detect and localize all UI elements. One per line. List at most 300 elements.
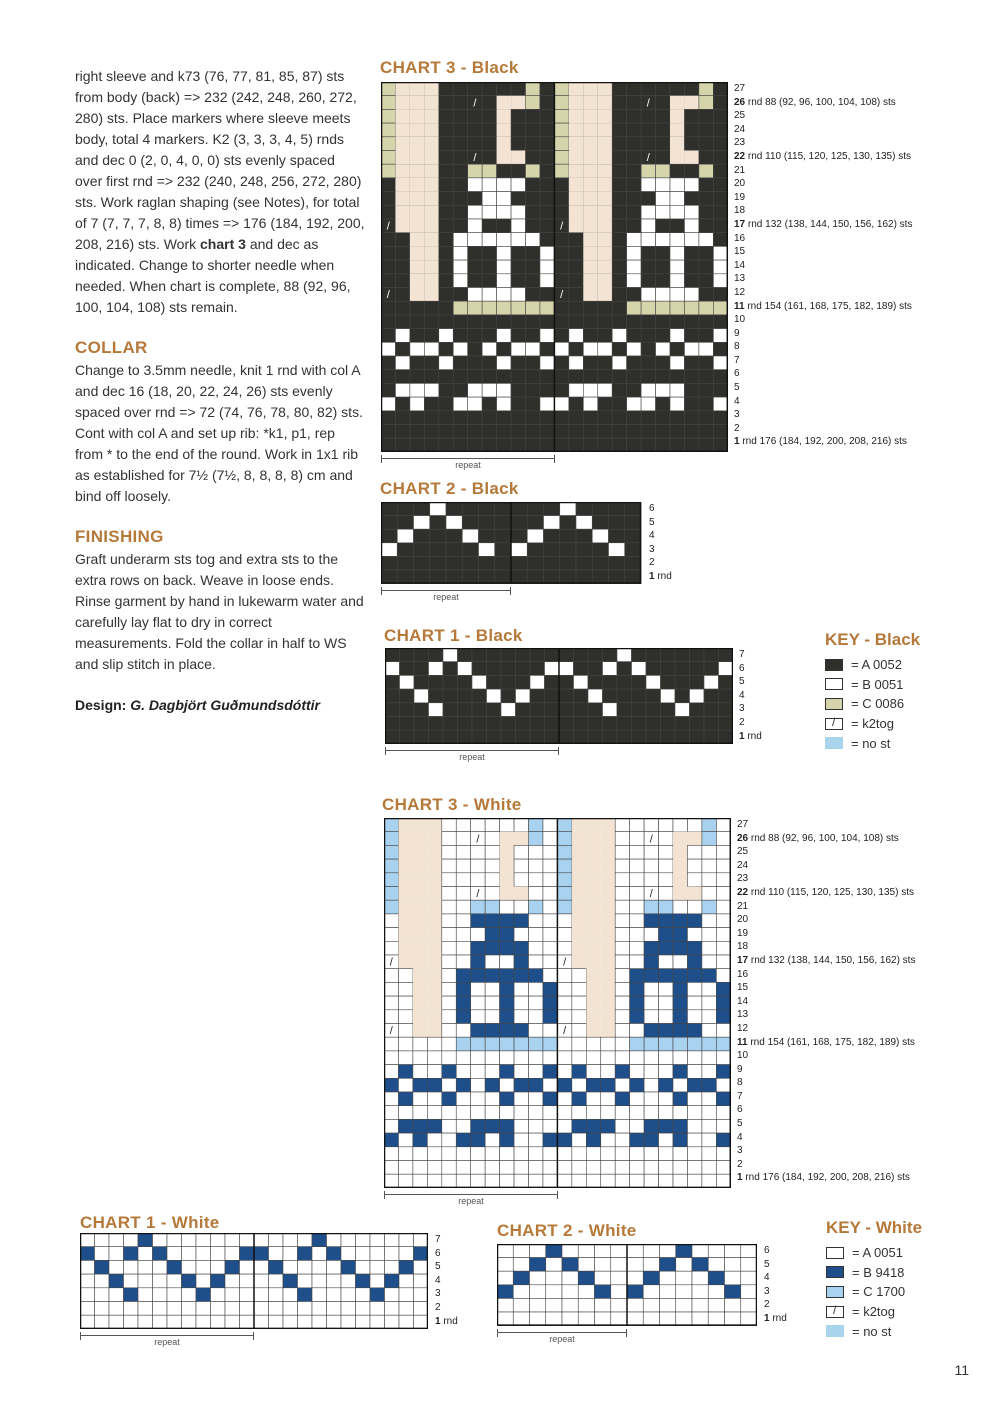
chart3-black-cell	[670, 411, 684, 425]
chart3-black-cell	[381, 260, 395, 274]
chart1-black-cell	[617, 717, 632, 731]
chart3-white-cell	[702, 955, 716, 969]
chart3-white-cell	[673, 955, 687, 969]
chart3-black-cell	[684, 151, 698, 165]
chart3-black-cell	[598, 301, 612, 315]
chart2-black-cell	[446, 556, 462, 570]
chart3-white-cell	[644, 955, 658, 969]
chart1-white-cell	[240, 1274, 255, 1288]
chart3-white-cell	[716, 1092, 730, 1106]
chart1-white-cell	[153, 1260, 168, 1274]
chart1-black-cell	[385, 689, 400, 703]
chart3-white-cell	[398, 1092, 412, 1106]
chart3-white-cell	[615, 818, 629, 832]
chart1-black-cell	[574, 648, 589, 662]
chart2-black-cell	[462, 516, 478, 530]
chart3-black-cell	[526, 192, 540, 206]
chart3-black-cell	[684, 137, 698, 151]
chart2-white-cell	[643, 1298, 659, 1312]
chart3-white-cell	[702, 1092, 716, 1106]
chart3-white-cell	[384, 845, 398, 859]
page-number: 11	[954, 1362, 969, 1378]
chart3-black-cell	[670, 260, 684, 274]
chart2-black-cell	[592, 529, 608, 543]
chart2-black-cell	[560, 556, 576, 570]
chart2-black-cell	[560, 502, 576, 516]
chart1-white-cell	[254, 1288, 269, 1302]
chart3-white-cell	[471, 845, 485, 859]
chart3-black-cell	[699, 205, 713, 219]
chart3-black-cell	[612, 425, 626, 439]
chart1-white-cell	[167, 1233, 182, 1247]
chart2-black-cell	[430, 556, 446, 570]
chart3-black-cell	[439, 411, 453, 425]
chart3-white-cell	[644, 1106, 658, 1120]
chart3-white-cell	[413, 969, 427, 983]
chart3-black-cell	[410, 205, 424, 219]
chart3-white-cell	[601, 1078, 615, 1092]
chart3-white-cell	[500, 832, 514, 846]
chart1-white-cell	[109, 1302, 124, 1316]
chart3-black-cell	[641, 356, 655, 370]
chart3-white-cell	[601, 1092, 615, 1106]
chart3-white-cell	[716, 1065, 730, 1079]
chart3-white-cell	[572, 1024, 586, 1038]
chart3-white-cell	[413, 832, 427, 846]
chart2-white-cell	[530, 1271, 546, 1285]
chart3-white-cell	[471, 1092, 485, 1106]
chart3-black-cell	[424, 329, 438, 343]
chart3-black-cell	[612, 246, 626, 260]
row-label: 10	[737, 1050, 749, 1062]
row-label: 7	[435, 1234, 441, 1245]
chart3-white-cell	[716, 982, 730, 996]
chart3-black-cell	[627, 356, 641, 370]
chart3-black-cell	[439, 301, 453, 315]
chart2-white-cell	[513, 1244, 529, 1258]
chart3-white-cell	[413, 1092, 427, 1106]
chart3-white-cell	[630, 1147, 644, 1161]
chart3-black-cell	[381, 137, 395, 151]
chart3-black-cell	[583, 205, 597, 219]
chart3-black-cell	[395, 82, 409, 96]
chart3-white-cell	[630, 1174, 644, 1188]
chart1-white-cell	[80, 1247, 95, 1261]
chart3-white-cell	[601, 818, 615, 832]
key-white	[826, 1218, 922, 1341]
chart3-black-cell	[453, 274, 467, 288]
chart3-black-cell	[656, 274, 670, 288]
row-label: 4	[764, 1272, 770, 1284]
chart3-white-cell	[543, 941, 557, 955]
chart2-white-cell	[513, 1271, 529, 1285]
chart3-black-cell	[627, 246, 641, 260]
chart3-white-cell	[514, 1174, 528, 1188]
chart2-white-cell	[578, 1244, 594, 1258]
chart3-white-cell	[601, 941, 615, 955]
row-label: 4	[737, 1131, 743, 1143]
chart3-white-cell	[398, 845, 412, 859]
chart3-white-cell	[572, 928, 586, 942]
chart3-black-cell	[641, 246, 655, 260]
chart3-white-cell	[456, 1010, 470, 1024]
chart1-black-cell	[429, 703, 444, 717]
chart1-white-cell	[109, 1315, 124, 1329]
chart3-white-cell	[615, 1161, 629, 1175]
chart3-black-cell	[497, 123, 511, 137]
chart3-white-cell	[413, 914, 427, 928]
row-label: 2	[435, 1301, 441, 1313]
chart3-white-cell	[716, 873, 730, 887]
chart1-black-cell	[545, 689, 560, 703]
chart3-white-cell	[673, 1119, 687, 1133]
row-label: 11 rnd 154 (161, 168, 175, 182, 189) sts	[737, 1036, 915, 1048]
chart2-black-cell	[592, 502, 608, 516]
chart3-white-cell	[586, 1051, 600, 1065]
chart3-white-cell	[615, 996, 629, 1010]
chart3-black-cell	[424, 82, 438, 96]
chart3-white-cell	[586, 928, 600, 942]
chart3-white-cell	[398, 996, 412, 1010]
chart2-white-cell	[513, 1258, 529, 1272]
chart3-black-cell	[381, 82, 395, 96]
chart3-white-cell	[471, 873, 485, 887]
chart3-black-cell	[569, 438, 583, 452]
chart3-white-cell	[673, 845, 687, 859]
chart1-white-cell	[240, 1233, 255, 1247]
chart3-black-cell	[453, 329, 467, 343]
chart3-black-cell	[598, 123, 612, 137]
chart3-white-cell	[442, 1106, 456, 1120]
chart1-black-cell	[704, 675, 719, 689]
chart3-white-cell	[601, 955, 615, 969]
chart2-white-cell	[676, 1244, 692, 1258]
chart2-black-cell	[462, 543, 478, 557]
chart3-black-cell	[627, 164, 641, 178]
chart3-black-cell	[699, 411, 713, 425]
chart3-black-cell	[453, 342, 467, 356]
chart3-white-cell	[384, 996, 398, 1010]
chart1-white-cell	[138, 1288, 153, 1302]
chart3-black-cell	[381, 246, 395, 260]
chart3-white-cell	[471, 1065, 485, 1079]
chart3-white-cell	[644, 1010, 658, 1024]
chart1-white-cell	[327, 1247, 342, 1261]
chart3-black-cell	[656, 329, 670, 343]
chart3-black-cell	[656, 342, 670, 356]
chart3-black-cell	[641, 411, 655, 425]
row-label: 6	[649, 503, 655, 514]
chart3-black-cell	[511, 178, 525, 192]
chart2-black-cell	[430, 570, 446, 584]
chart3-white-cell	[485, 873, 499, 887]
chart3-white-cell	[442, 1147, 456, 1161]
chart3-white-cell	[644, 873, 658, 887]
chart3-black-cell	[684, 397, 698, 411]
chart3-black-cell	[569, 383, 583, 397]
chart3-white-cell	[572, 1065, 586, 1079]
chart2-white-cell	[546, 1312, 562, 1326]
chart3-white-cell	[543, 1147, 557, 1161]
chart3-white-cell	[427, 845, 441, 859]
chart3-white-cell	[514, 845, 528, 859]
chart3-white-cell	[673, 859, 687, 873]
chart1-black-cell	[530, 689, 545, 703]
chart1-black-cell	[559, 675, 574, 689]
chart3-black-cell	[554, 383, 568, 397]
chart2-white-cell	[660, 1244, 676, 1258]
chart3-black-cell	[656, 397, 670, 411]
chart3-black-cell	[526, 219, 540, 233]
chart3-black-cell	[424, 288, 438, 302]
chart3-black-cell	[540, 315, 554, 329]
row-label: 2	[649, 557, 655, 569]
chart2-white-cell	[643, 1271, 659, 1285]
chart3-white-cell	[673, 1147, 687, 1161]
chart2-black-cell	[446, 516, 462, 530]
chart3-white-cell	[456, 996, 470, 1010]
chart1-black-cell	[501, 689, 516, 703]
chart2-black-cell	[414, 529, 430, 543]
chart3-white-cell	[485, 1174, 499, 1188]
key-item	[826, 1282, 922, 1302]
chart3-black-cell	[699, 109, 713, 123]
chart2-white-cell	[708, 1244, 724, 1258]
chart1-black-cell	[429, 730, 444, 744]
chart3-black-cell	[468, 274, 482, 288]
chart3-black-cell	[713, 233, 727, 247]
chart2-white-cell	[643, 1244, 659, 1258]
chart1-black-cell	[530, 662, 545, 676]
chart3-white-cell	[659, 1119, 673, 1133]
chart3-white-cell	[716, 818, 730, 832]
chart3-black-cell	[598, 205, 612, 219]
chart3-black-cell	[424, 315, 438, 329]
chart2-black-cell	[625, 529, 641, 543]
chart1-black-cell	[414, 703, 429, 717]
chart3-black-cell	[540, 233, 554, 247]
chart3-black-cell	[612, 411, 626, 425]
chart3-white-cell	[442, 1174, 456, 1188]
chart3-white-cell	[586, 914, 600, 928]
chart2-black-cell	[592, 543, 608, 557]
chart3-white-cell	[442, 1078, 456, 1092]
chart3-black-cell	[468, 123, 482, 137]
chart1-black-cell	[603, 675, 618, 689]
chart3-white-cell	[572, 955, 586, 969]
row-label: 4	[649, 530, 655, 542]
chart3-black-cell	[684, 288, 698, 302]
chart3-white-cell	[500, 900, 514, 914]
chart3-black-cell	[497, 82, 511, 96]
chart3-black-cell	[554, 370, 568, 384]
chart3-black-cell	[395, 411, 409, 425]
chart3-black-cell	[598, 342, 612, 356]
chart1-black-cell	[516, 730, 531, 744]
chart3-black-cell	[598, 288, 612, 302]
chart1-black-cell	[501, 730, 516, 744]
chart3-black-cell	[395, 246, 409, 260]
chart3-white-cell	[716, 845, 730, 859]
chart3-white-cell	[514, 1010, 528, 1024]
chart2-black-cell	[414, 516, 430, 530]
row-label: 20	[737, 914, 749, 926]
chart3-black-cell	[612, 356, 626, 370]
chart1-black-cell	[617, 648, 632, 662]
chart3-white-cell	[644, 1133, 658, 1147]
chart1-white-cell	[167, 1302, 182, 1316]
chart2-black-cell	[397, 570, 413, 584]
chart1-white-cell	[341, 1274, 356, 1288]
chart3-black-cell	[656, 205, 670, 219]
chart3-black-cell	[395, 329, 409, 343]
row-label: 16	[737, 968, 749, 980]
chart1-white-cell	[341, 1288, 356, 1302]
chart3-white-cell	[427, 1037, 441, 1051]
chart3-black-cell	[670, 370, 684, 384]
chart1-white-cell	[269, 1315, 284, 1329]
chart2-black-cell	[462, 556, 478, 570]
chart3-black-cell	[670, 329, 684, 343]
chart3-black-cell	[554, 438, 568, 452]
chart3-black-cell	[554, 164, 568, 178]
chart3-white-cell	[586, 1092, 600, 1106]
chart3-white-cell	[659, 1174, 673, 1188]
chart3-black-cell	[410, 151, 424, 165]
chart2-black-cell	[544, 556, 560, 570]
chart2-white-cell	[611, 1271, 627, 1285]
chart3-white-cell	[601, 845, 615, 859]
chart1-black-cell	[472, 675, 487, 689]
chart3-white-cell	[572, 941, 586, 955]
chart3-black-cell	[684, 233, 698, 247]
chart1-black-cell	[414, 662, 429, 676]
chart1-white-cell	[196, 1315, 211, 1329]
chart3-black-cell	[554, 356, 568, 370]
chart3-black-cell	[511, 137, 525, 151]
chart3-white-cell	[687, 818, 701, 832]
chart3-white-cell	[687, 1037, 701, 1051]
chart3-black-cell	[713, 219, 727, 233]
chart3-black-cell	[497, 370, 511, 384]
chart3-white-cell	[630, 1133, 644, 1147]
chart3-white-cell	[500, 914, 514, 928]
chart3-black-cell	[670, 219, 684, 233]
chart3-white-cell	[500, 873, 514, 887]
chart3-black-cell	[439, 219, 453, 233]
chart3-white-cell	[456, 1065, 470, 1079]
chart2-black-cell	[592, 516, 608, 530]
chart3-white-cell	[456, 900, 470, 914]
chart3-white-cell	[687, 832, 701, 846]
chart1-black-cell	[385, 730, 400, 744]
chart3-white-cell	[716, 1147, 730, 1161]
chart3-white-cell	[557, 1065, 571, 1079]
chart1-white-cell	[80, 1260, 95, 1274]
chart2-black-cell	[397, 529, 413, 543]
chart3-white-cell	[514, 1092, 528, 1106]
chart3-white-cell	[630, 996, 644, 1010]
chart3-white-cell	[557, 1037, 571, 1051]
chart3-white-cell	[485, 955, 499, 969]
chart3-black-cell	[627, 123, 641, 137]
chart3-white-cell	[384, 832, 398, 846]
chart3-white-cell	[615, 955, 629, 969]
chart1-black-cell	[530, 675, 545, 689]
chart3-white-cell	[687, 1051, 701, 1065]
chart1-black-cell	[458, 662, 473, 676]
chart3-black-title: CHART 3 - Black	[380, 58, 519, 77]
chart3-black-cell	[424, 411, 438, 425]
chart3-white-cell	[543, 928, 557, 942]
chart3-black-cell	[497, 260, 511, 274]
chart3-white-cell	[601, 1065, 615, 1079]
chart3-white-cell	[615, 832, 629, 846]
chart3-black-cell	[540, 301, 554, 315]
chart3-white-cell	[384, 928, 398, 942]
chart3-black-cell	[684, 96, 698, 110]
chart3-black-cell	[526, 438, 540, 452]
chart2-black-cell	[609, 529, 625, 543]
chart3-black-cell	[482, 411, 496, 425]
chart3-black-cell	[526, 246, 540, 260]
chart1-white-cell	[269, 1302, 284, 1316]
chart3-black-cell	[641, 123, 655, 137]
chart1-black-cell	[501, 675, 516, 689]
chart3-white-cell	[673, 1065, 687, 1079]
chart3-black-cell	[410, 329, 424, 343]
chart3-black-cell	[656, 370, 670, 384]
chart1-white-cell	[356, 1315, 371, 1329]
chart3-white-cell	[384, 969, 398, 983]
chart2-black-row-labels	[649, 502, 672, 584]
chart3-white-cell	[644, 1161, 658, 1175]
chart3-white-cell	[586, 1065, 600, 1079]
chart3-black-cell	[641, 397, 655, 411]
row-label: 5	[764, 1258, 770, 1270]
chart3-black-cell	[569, 342, 583, 356]
chart3-white-cell	[673, 1051, 687, 1065]
chart3-black-cell	[713, 274, 727, 288]
chart1-black-cell	[632, 662, 647, 676]
chart1-white-cell	[225, 1315, 240, 1329]
chart3-white-cell	[456, 1119, 470, 1133]
row-label: 1 rnd 176 (184, 192, 200, 208, 216) sts	[734, 436, 907, 448]
chart3-white-cell	[716, 1119, 730, 1133]
chart3-white-cell	[442, 1051, 456, 1065]
chart1-black-cell	[646, 675, 661, 689]
chart3-black-cell	[699, 178, 713, 192]
chart3-white-cell	[659, 1037, 673, 1051]
chart3-black-cell	[410, 109, 424, 123]
chart3-white-cell	[500, 845, 514, 859]
chart3-black-cell	[713, 329, 727, 343]
chart3-white-cell	[413, 1051, 427, 1065]
chart3-black-cell	[612, 342, 626, 356]
chart3-white-cell	[659, 1161, 673, 1175]
chart2-white-cell	[708, 1312, 724, 1326]
row-label: 22 rnd 110 (115, 120, 125, 130, 135) sts	[734, 150, 911, 162]
chart3-white-cell	[514, 1051, 528, 1065]
key-label: = A 0052	[851, 657, 902, 673]
chart3-black-cell	[526, 96, 540, 110]
chart3-white-cell	[514, 941, 528, 955]
chart3-black-cell	[569, 164, 583, 178]
chart3-black-cell	[583, 356, 597, 370]
chart3-white-cell	[673, 1010, 687, 1024]
row-label: 23	[737, 873, 749, 885]
chart3-black-cell	[424, 438, 438, 452]
